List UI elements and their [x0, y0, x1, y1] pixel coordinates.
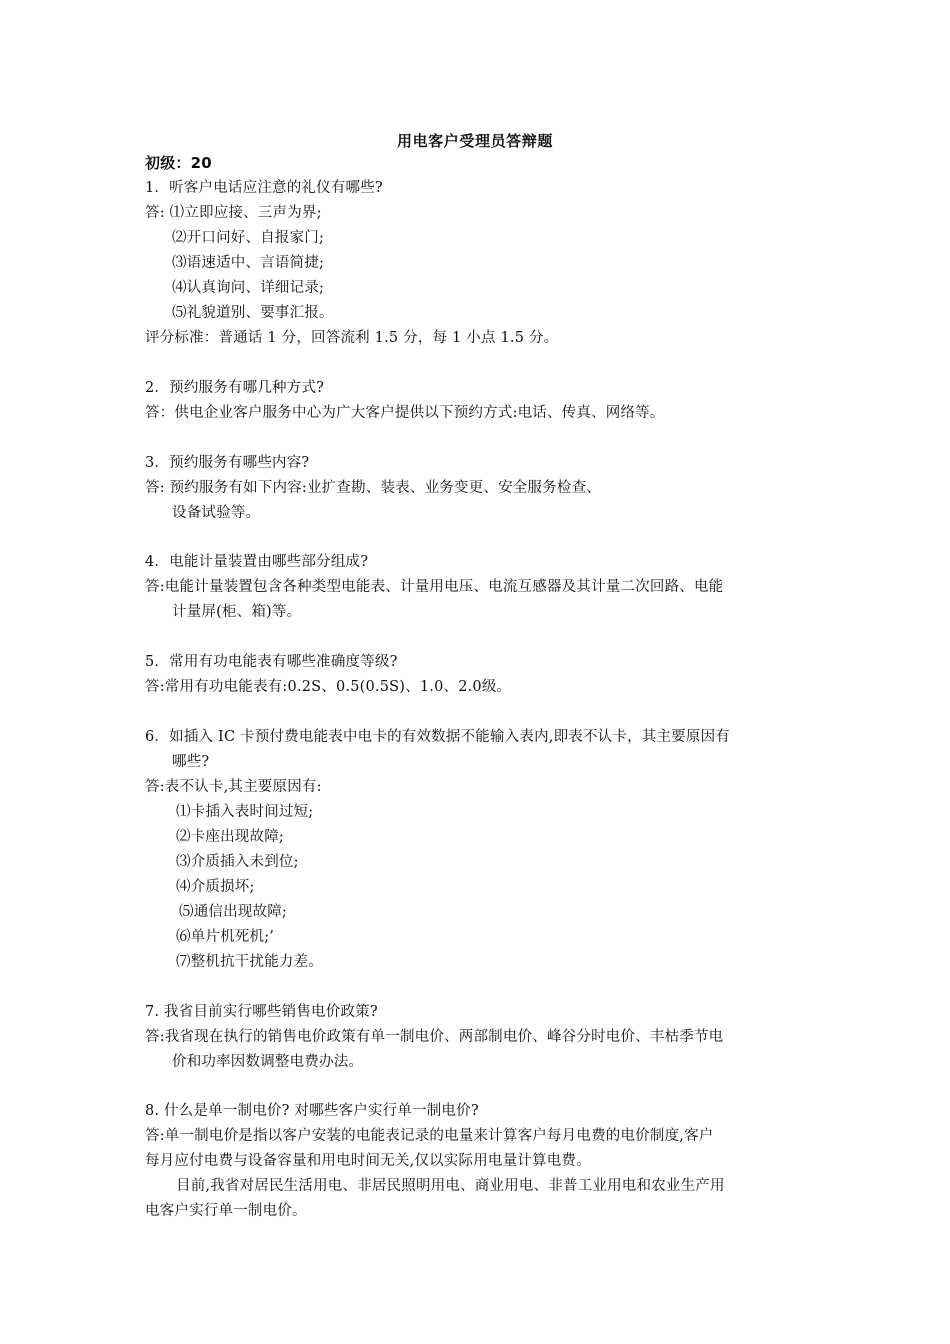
question-2: 2．预约服务有哪几种方式?	[145, 380, 325, 396]
document-title: 用电客户受理员答辩题	[396, 132, 553, 150]
answer-8-cont: 每月应付电费与设备容量和用电时间无关,仅以实际用电量计算电费。	[145, 1153, 591, 1169]
answer-8: 答:单一制电价是指以客户安装的电能表记录的电量来计算客户每月电费的电价制度,客户	[145, 1128, 714, 1144]
answer-3-cont: 设备试验等。	[172, 505, 261, 521]
answer-6-item: ⑵卡座出现故障;	[176, 829, 284, 845]
answer-3: 答: 预约服务有如下内容:业扩查勘、装表、业务变更、安全服务检查、	[145, 480, 601, 496]
question-6: 6．如插入 IC 卡预付费电能表中电卡的有效数据不能输入表内,即表不认卡，其主要原因有	[145, 729, 730, 745]
answer-6-item: ⑸通信出现故障;	[179, 904, 287, 920]
level-heading: 初级：20	[145, 154, 212, 172]
answer-7-cont: 价和功率因数调整电费办法。	[172, 1054, 364, 1070]
question-8: 8. 什么是单一制电价? 对哪些客户实行单一制电价?	[145, 1103, 479, 1119]
answer-6: 答:表不认卡,其主要原因有:	[145, 779, 322, 795]
answer-6-item: ⑺整机抗干扰能力差。	[176, 954, 323, 970]
question-5: 5．常用有功电能表有哪些准确度等级?	[145, 654, 398, 670]
answer-6-item: ⑶介质插入未到位;	[176, 854, 299, 870]
answer-7: 答:我省现在执行的销售电价政策有单一制电价、两部制电价、峰谷分时电价、丰枯季节电	[145, 1029, 724, 1045]
question-3: 3．预约服务有哪些内容?	[145, 455, 310, 471]
answer-4-cont: 计量屏(柜、箱)等。	[172, 604, 302, 620]
answer-6-item: ⑴卡插入表时间过短;	[176, 804, 314, 820]
question-1: 1．听客户电话应注意的礼仪有哪些?	[145, 180, 383, 196]
answer-1-item: ⑵开口问好、自报家门;	[172, 230, 325, 246]
answer-1-item: ⑷认真询问、详细记录;	[172, 280, 325, 296]
answer-5: 答:常用有功电能表有:0.2S、0.5(0.5S)、1.0、2.0级。	[145, 679, 512, 695]
answer-2: 答：供电企业客户服务中心为广大客户提供以下预约方式:电话、传真、网络等。	[145, 405, 665, 421]
question-7: 7. 我省目前实行哪些销售电价政策?	[145, 1004, 378, 1020]
scoring-standard: 评分标准：普通话 1 分，回答流利 1.5 分，每 1 小点 1.5 分。	[145, 330, 559, 346]
answer-1: 答: ⑴立即应接、三声为界;	[145, 205, 322, 221]
answer-8-paragraph-cont: 电客户实行单一制电价。	[145, 1203, 307, 1219]
question-6-cont: 哪些?	[172, 754, 210, 770]
answer-1-item: ⑸礼貌道别、要事汇报。	[172, 305, 334, 321]
answer-1-item: ⑶语速适中、言语简捷;	[172, 255, 325, 271]
question-4: 4．电能计量装置由哪些部分组成?	[145, 554, 369, 570]
answer-8-paragraph: 目前,我省对居民生活用电、非居民照明用电、商业用电、非普工业用电和农业生产用	[176, 1178, 725, 1194]
answer-6-item: ⑹单片机死机;’	[176, 929, 275, 945]
answer-4: 答:电能计量装置包含各种类型电能表、计量用电压、电流互感器及其计量二次回路、电能	[145, 579, 724, 595]
answer-6-item: ⑷介质损坏;	[176, 879, 255, 895]
